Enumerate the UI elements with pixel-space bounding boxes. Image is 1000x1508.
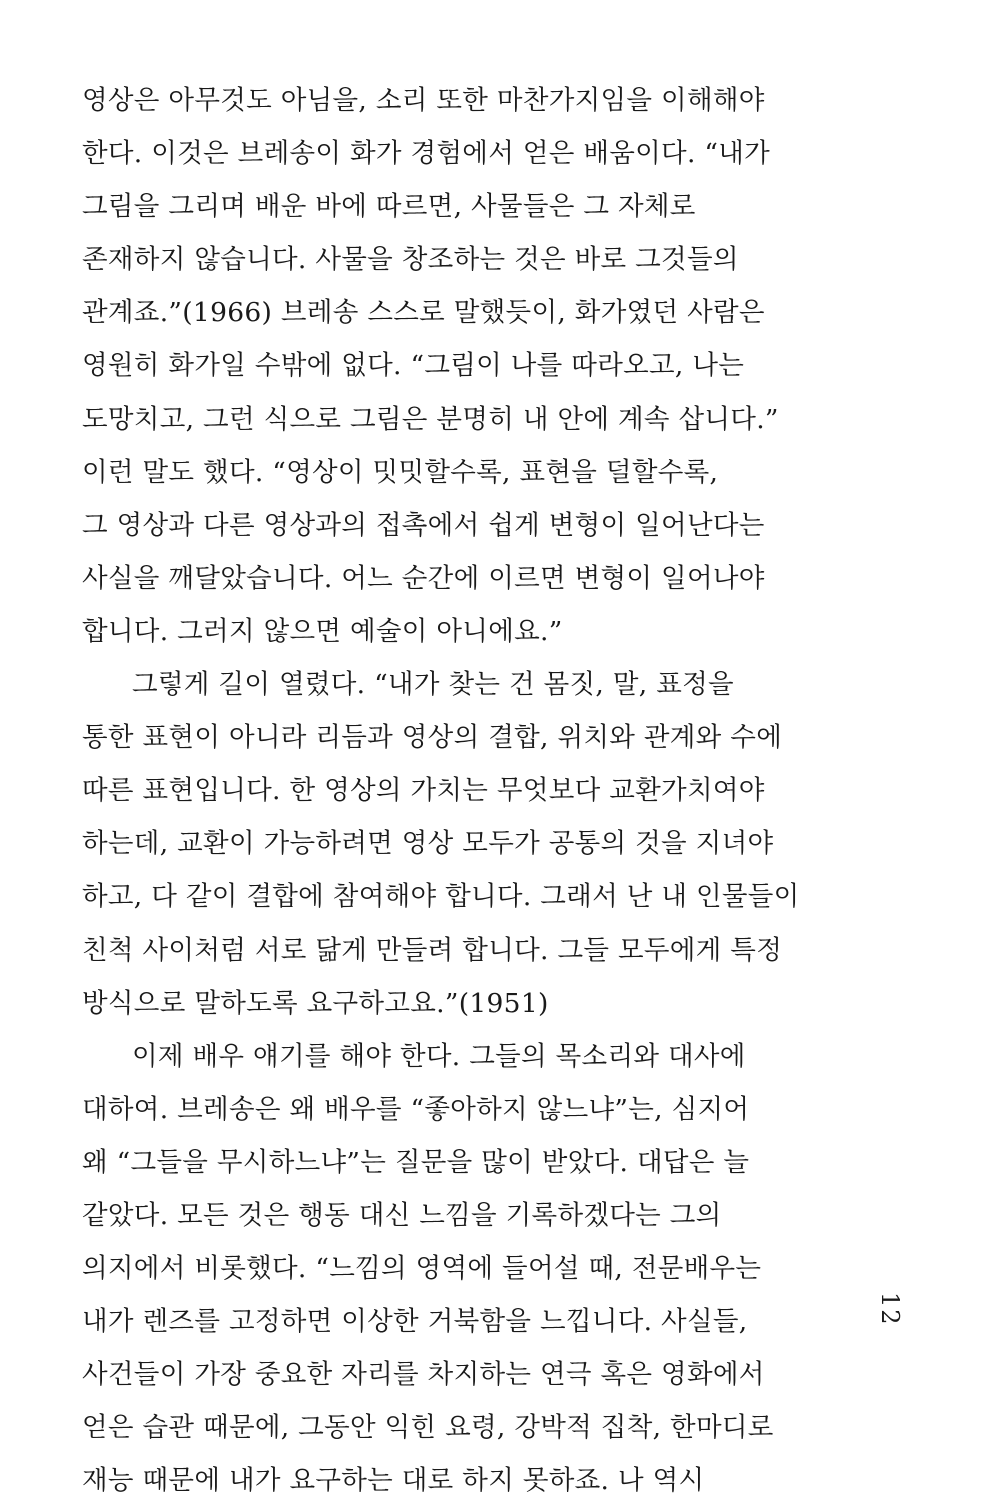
text-line: 통한 표현이 아니라 리듬과 영상의 결합, 위치와 관계와 수에 (82, 722, 783, 754)
text-line: 그 영상과 다른 영상과의 접촉에서 쉽게 변형이 일어난다는 (82, 509, 765, 541)
text-line: 같았다. 모든 것은 행동 대신 느낌을 기록하겠다는 그의 (82, 1199, 722, 1231)
body-text (82, 74, 842, 1508)
text-line: 그렇게 길이 열렸다. “내가 찾는 건 몸짓, 말, 표정을 (132, 669, 734, 701)
text-line: 친척 사이처럼 서로 닮게 만들려 합니다. 그들 모두에게 특정 (82, 934, 783, 966)
text-line: 의지에서 비롯했다. “느낌의 영역에 들어설 때, 전문배우는 (82, 1253, 762, 1285)
text-line: 존재하지 않습니다. 사물을 창조하는 것은 바로 그것들의 (82, 244, 739, 276)
text-line: 방식으로 말하도록 요구하고요.”(1951) (82, 987, 549, 1019)
text-line: 영상은 아무것도 아님을, 소리 또한 마찬가지임을 이해해야 (82, 85, 765, 116)
text-line: 도망치고, 그런 식으로 그림은 분명히 내 안에 계속 삽니다.” (82, 403, 779, 435)
text-line: 하고, 다 같이 결합에 참여해야 합니다. 그래서 난 내 인물들이 (82, 881, 800, 913)
text-line: 한다. 이것은 브레송이 화가 경험에서 얻은 배움이다. “내가 (82, 138, 771, 170)
text-line: 이런 말도 했다. “영상이 밋밋할수록, 표현을 덜할수록, (82, 456, 719, 488)
text-line: 사실을 깨달았습니다. 어느 순간에 이르면 변형이 일어나야 (82, 562, 765, 594)
text-line: 재능 때문에 내가 요구하는 대로 하지 못하죠. 나 역시 (82, 1465, 705, 1497)
text-line: 왜 “그들을 무시하느냐”는 질문을 많이 받았다. 대답은 늘 (82, 1146, 750, 1178)
text-line: 따른 표현입니다. 한 영상의 가치는 무엇보다 교환가치여야 (82, 775, 765, 807)
text-line: 대하여. 브레송은 왜 배우를 “좋아하지 않느냐”는, 심지어 (82, 1093, 750, 1125)
text-line: 그림을 그리며 배운 바에 따르면, 사물들은 그 자체로 (82, 191, 696, 223)
page-number: 12 (876, 1292, 904, 1327)
text-line: 관계죠.”(1966) 브레송 스스로 말했듯이, 화가였던 사람은 (82, 297, 765, 329)
text-line: 합니다. 그러지 않으면 예술이 아니에요.” (82, 615, 563, 647)
text-line: 내가 렌즈를 고정하면 이상한 거북함을 느낍니다. 사실들, (82, 1306, 748, 1338)
text-line: 이제 배우 얘기를 해야 한다. 그들의 목소리와 대사에 (132, 1040, 746, 1072)
text-line: 하는데, 교환이 가능하려면 영상 모두가 공통의 것을 지녀야 (82, 828, 774, 860)
text-line: 영원히 화가일 수밖에 없다. “그림이 나를 따라오고, 나는 (82, 350, 745, 382)
text-line: 사건들이 가장 중요한 자리를 차지하는 연극 혹은 영화에서 (82, 1359, 765, 1391)
text-line: 얻은 습관 때문에, 그동안 익힌 요령, 강박적 집착, 한마디로 (82, 1412, 774, 1444)
